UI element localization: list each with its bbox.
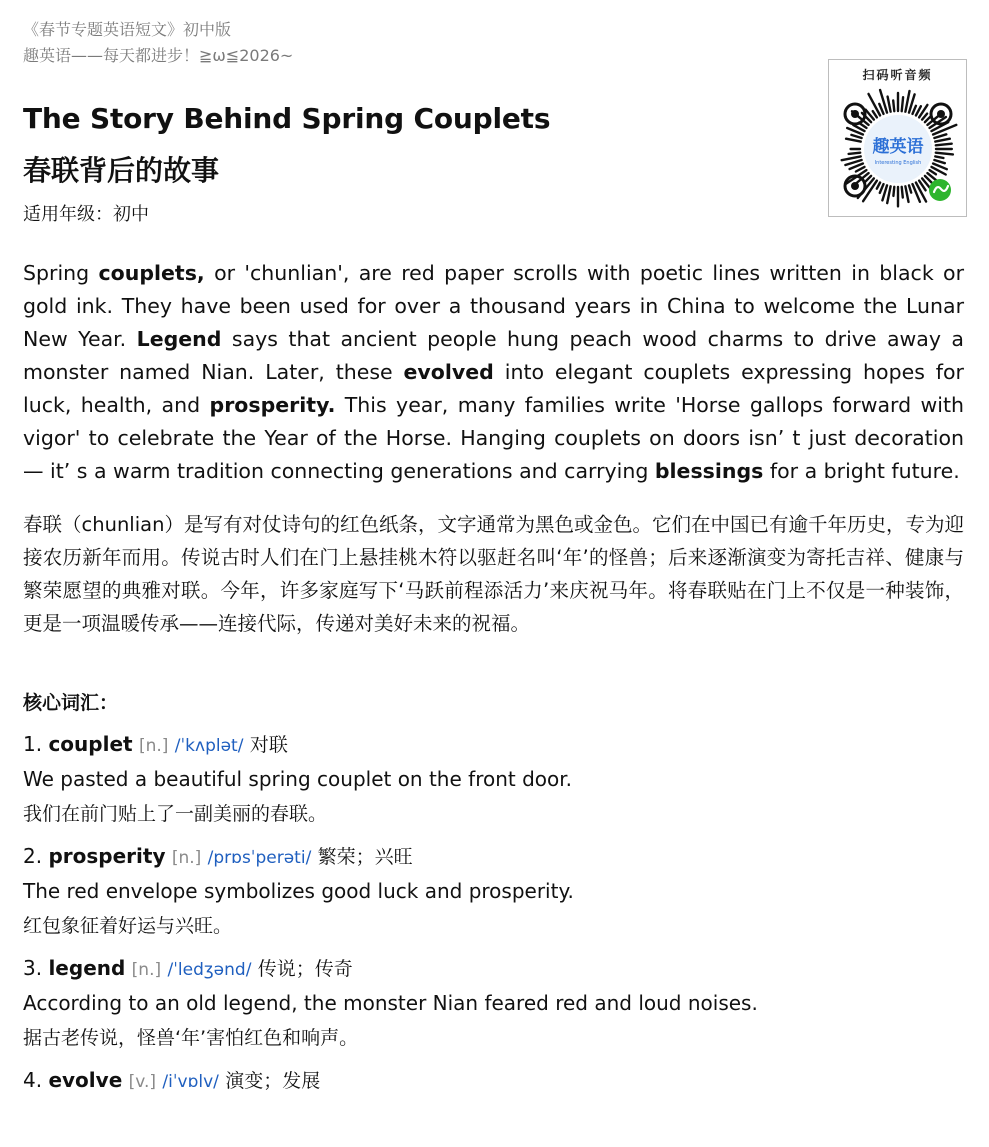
vocab-pos: [n.] (138, 736, 169, 756)
qr-ray (936, 153, 953, 155)
qr-ray (934, 134, 946, 138)
qr-ray (909, 185, 911, 192)
vocab-entry-head: 2. prosperity [n.] /prɒsˈperəti/ 繁荣；兴旺 (23, 844, 413, 868)
qr-ray (902, 97, 903, 111)
vocab-item (23, 840, 964, 944)
vocab-heading: 核心词汇： (23, 692, 119, 714)
vocab-word: evolve (48, 1068, 123, 1092)
vocab-example-en: According to an old legend, the monster Nian feared red and loud noises. (23, 991, 758, 1015)
vocab-entry-head: 1. couplet [n.] /ˈkʌplət/ 对联 (23, 732, 288, 756)
vocab-example-en: The red envelope symbolizes good luck and prosperity. (23, 879, 574, 903)
qr-ray (851, 135, 861, 138)
series-subtitle: 趣英语——每天都进步！≧ω≦2026~ (23, 46, 294, 65)
keyword-blessings: blessings (654, 459, 764, 483)
mini-program-code[interactable] (833, 86, 963, 212)
vocab-meaning: 对联 (249, 734, 288, 756)
vocab-entry-head: 4. evolve [v.] /iˈvɒlv/ 演变；发展 (23, 1068, 321, 1092)
qr-center-logo: 趣英语 (872, 137, 924, 157)
qr-caption: 扫码听音频 (862, 68, 933, 82)
qr-ray (877, 183, 880, 189)
qr-ray (873, 111, 877, 117)
qr-ray (935, 139, 950, 142)
vocab-ipa: /ˈledʒənd/ (167, 960, 252, 980)
qr-ray (888, 97, 891, 112)
keyword-couplets: couplets, (98, 261, 205, 285)
qr-ray (936, 144, 952, 146)
series-title: 《春节专题英语短文》初中版 (23, 20, 232, 39)
vocab-entry-head: 3. legend [n.] /ˈledʒənd/ 传说；传奇 (23, 956, 353, 980)
keyword-legend: Legend (136, 327, 222, 351)
qr-ray (893, 187, 894, 196)
vocab-meaning: 繁荣；兴旺 (317, 846, 413, 868)
vocab-example-zh: 我们在前门贴上了一副美丽的春联。 (23, 803, 328, 825)
vocab-example-zh: 红包象征着好运与兴旺。 (23, 915, 233, 937)
qr-ray (893, 101, 894, 112)
qr-ray (842, 156, 861, 160)
article-title-en: The Story Behind Spring Couplets (23, 102, 551, 135)
vocab-ipa: /ˈkʌplət/ (174, 736, 244, 756)
vocab-item (23, 952, 964, 1056)
vocab-word: legend (48, 956, 126, 980)
qr-ray (913, 106, 916, 114)
qr-ray (905, 91, 909, 112)
article-title-zh: 春联背后的故事 (23, 154, 220, 187)
grade-level: 适用年级：初中 (23, 204, 149, 225)
qr-ray (934, 160, 944, 163)
vocab-pos: [v.] (128, 1072, 157, 1092)
chinese-paragraph: 春联（chunlian）是写有对仗诗句的红色纸条，文字通常为黑色或金色。它们在中国已有逾千年历史，专为迎接农历新年而用。传说古时人们在门上悬挂桃木符以驱赶名叫‘年’的怪兽；后来逐渐演变为寄托吉祥、健康与繁荣愿望的典雅对联。今年，许多家庭写下‘马跃前程添活力’来庆祝马年。将春联贴在门上不仅是一种装饰，更是一项温暖传承——连接代际，传递对美好未来的祝福。 (23, 513, 964, 635)
keyword-prosperity: prosperity. (209, 393, 336, 417)
vocab-word: couplet (48, 732, 133, 756)
vocab-pos: [n.] (171, 848, 202, 868)
qr-ray (865, 176, 871, 182)
english-paragraph: Spring couplets, or 'chunlian', are red paper scrolls with poetic lines written in black or gold ink. They have been used for over a thousand years in China to welcome the Lunar New Year. Legend says that ancient people hung peach wood charms to drive away a monster named Nian. Later, these evolved into elegant couplets expressing hopes for luck, health, and prosperity. This year, many families write 'Horse gallops forward with vigor' to celebrate the Year of the Horse. Hanging couplets on doors isn’ t just decoration — it’ s a warm tradition connecting generations and carrying blessings for a bright future. (23, 261, 965, 483)
vocab-pos: [n.] (131, 960, 162, 980)
qr-ray (846, 139, 861, 142)
qr-ray (887, 186, 890, 203)
mini-program-badge-icon (929, 179, 951, 201)
vocab-word: prosperity (48, 844, 166, 868)
qr-ray (880, 184, 884, 193)
vocab-item (23, 728, 964, 832)
qr-ray (922, 114, 927, 120)
vocab-example-en: We pasted a beautiful spring couplet on the front door. (23, 767, 572, 791)
document-page (23, 0, 964, 1098)
qr-ray (925, 117, 930, 122)
qr-ray (930, 170, 936, 174)
qr-code-card[interactable] (828, 59, 967, 217)
qr-ray (905, 186, 908, 202)
vocab-meaning: 演变；发展 (225, 1070, 321, 1092)
vocab-ipa: /prɒsˈperəti/ (207, 848, 312, 868)
vocab-item (23, 1064, 964, 1098)
qr-ray (879, 104, 883, 114)
qr-ray (902, 187, 903, 198)
keyword-evolved: evolved (403, 360, 494, 384)
qr-center-sub: Interesting English (874, 160, 922, 166)
vocab-ipa: /iˈvɒlv/ (162, 1072, 219, 1092)
vocab-meaning: 传说；传奇 (257, 958, 353, 980)
qr-ray (849, 153, 861, 154)
qr-ray (935, 156, 943, 158)
vocab-example-zh: 据古老传说，怪兽‘年’害怕红色和响声。 (23, 1027, 359, 1049)
